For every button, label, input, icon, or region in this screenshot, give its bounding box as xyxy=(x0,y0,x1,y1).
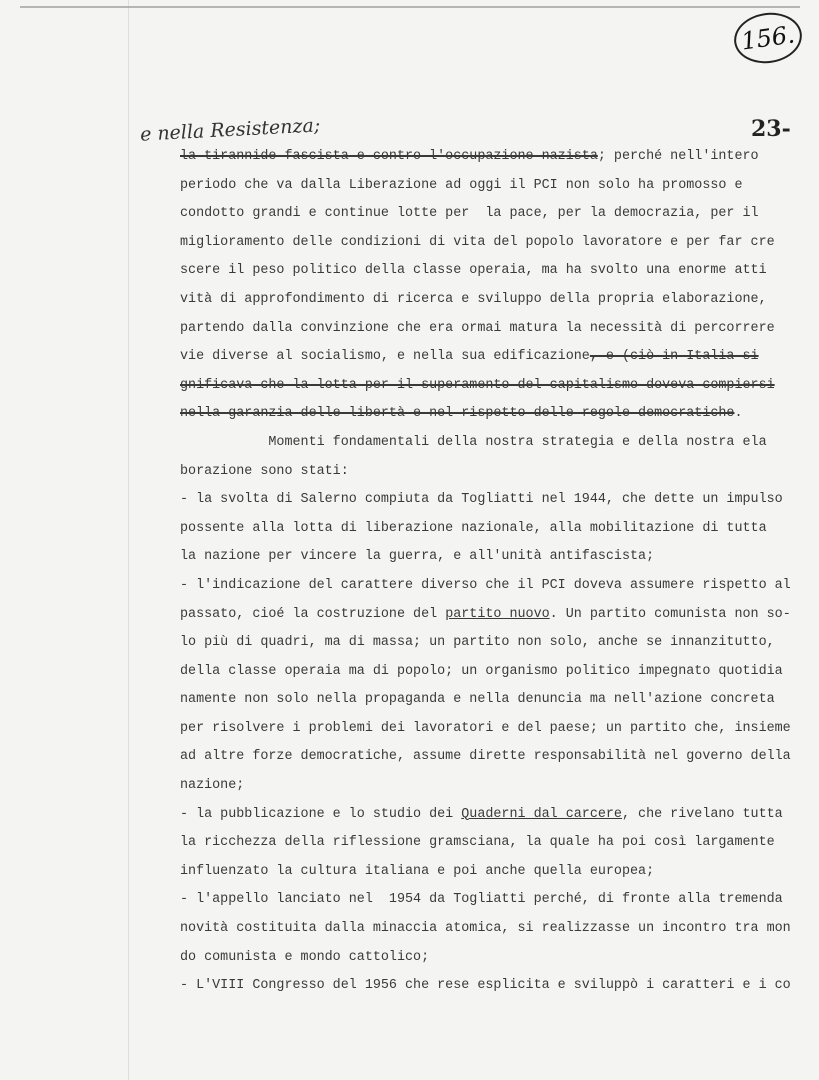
text-line xyxy=(180,915,795,944)
text-line xyxy=(180,686,795,715)
text-line xyxy=(180,515,795,544)
text-segment: partendo dalla convinzione che era ormai matura la necessità di percorrere xyxy=(180,320,775,336)
text-line xyxy=(180,829,795,858)
text-line xyxy=(180,372,795,401)
text-line xyxy=(180,486,795,515)
text-line xyxy=(180,601,795,630)
text-segment: possente alla lotta di liberazione nazionale, alla mobilitazione di tutta xyxy=(180,520,767,536)
text-segment: - L'VIII Congresso del 1956 che rese esplicita e sviluppò i caratteri e i co xyxy=(180,978,791,994)
text-segment: lo più di quadri, ma di massa; un partito non solo, anche se innanzitutto, xyxy=(180,635,775,651)
text-segment: namente non solo nella propaganda e nella denuncia ma nell'azione concreta xyxy=(180,692,775,708)
struck-text: la tirannide fascista e contro l'occupazione nazista xyxy=(180,149,598,164)
typed-body-text xyxy=(180,143,795,1001)
text-line xyxy=(180,743,795,772)
text-line xyxy=(180,715,795,744)
text-segment: miglioramento delle condizioni di vita del popolo lavoratore e per far cre xyxy=(180,234,775,250)
text-line xyxy=(180,229,795,258)
text-segment: vità di approfondimento di ricerca e sviluppo della propria elaborazione, xyxy=(180,291,767,307)
text-segment: vie diverse al socialismo, e nella sua edificazione xyxy=(180,349,590,365)
top-edge-line xyxy=(20,6,800,8)
text-segment: la nazione per vincere la guerra, e all'unità antifascista; xyxy=(180,549,655,565)
paper-fold xyxy=(128,0,129,1080)
underlined-text: partito nuovo xyxy=(445,606,550,622)
text-segment: borazione sono stati: xyxy=(180,463,349,479)
struck-text: gnificava che la lotta per il superamento del capitalismo doveva compiersi xyxy=(180,377,775,393)
text-line xyxy=(180,886,795,915)
underlined-text: Quaderni dal carcere xyxy=(461,806,622,822)
text-segment: scere il peso politico della classe operaia, ma ha svolto una enorme atti xyxy=(180,263,767,279)
text-line xyxy=(180,944,795,973)
text-line xyxy=(180,972,795,1001)
text-segment: - la svolta di Salerno compiuta da Togliatti nel 1944, che dette un impulso xyxy=(180,492,783,508)
text-line xyxy=(180,286,795,315)
page-number: 23- xyxy=(751,116,791,142)
text-segment: do comunista e mondo cattolico; xyxy=(180,949,430,965)
text-segment: Momenti fondamentali della nostra strategia e della nostra ela xyxy=(180,434,767,450)
text-line xyxy=(180,658,795,687)
text-segment: - l'indicazione del carattere diverso che il PCI doveva assumere rispetto al xyxy=(180,577,791,593)
text-line xyxy=(180,572,795,601)
text-segment: per risolvere i problemi dei lavoratori e del paese; un partito che, insieme xyxy=(180,720,791,736)
text-segment: novità costituita dalla minaccia atomica, si realizzasse un incontro tra mon xyxy=(180,921,791,937)
text-line xyxy=(180,343,795,372)
text-segment: nazione; xyxy=(180,778,245,794)
text-line xyxy=(180,200,795,229)
text-line xyxy=(180,458,795,487)
text-line xyxy=(180,801,795,830)
text-segment: influenzato la cultura italiana e poi anche quella europea; xyxy=(180,863,655,879)
text-segment: . Un partito comunista non so- xyxy=(549,606,791,622)
text-line xyxy=(180,858,795,887)
text-line xyxy=(180,400,795,429)
text-line xyxy=(180,429,795,458)
page-stamp: 156. xyxy=(731,9,805,68)
text-segment: la ricchezza della riflessione gramsciana, la quale ha poi così largamente xyxy=(180,835,775,851)
text-line xyxy=(180,257,795,286)
struck-text: nella garanzia delle libertà e nel rispetto delle regole democratiche xyxy=(180,406,735,422)
text-segment: ad altre forze democratiche, assume dirette responsabilità nel governo della xyxy=(180,749,791,765)
text-line xyxy=(180,315,795,344)
text-segment: , che rivelano tutta xyxy=(621,806,783,822)
text-segment: della classe operaia ma di popolo; un organismo politico impegnato quotidia xyxy=(180,663,783,679)
struck-text: , e (ciò in Italia si xyxy=(589,349,759,365)
text-line xyxy=(180,172,795,201)
text-segment: passato, cioé la costruzione del xyxy=(180,606,446,622)
text-segment: periodo che va dalla Liberazione ad oggi il PCI non solo ha promosso e xyxy=(180,177,743,193)
text-segment: . xyxy=(734,406,743,422)
text-segment: - l'appello lanciato nel 1954 da Togliatti perché, di fronte alla tremenda xyxy=(180,892,783,908)
text-segment: condotto grandi e continue lotte per la pace, per la democrazia, per il xyxy=(180,206,759,222)
text-line xyxy=(180,629,795,658)
text-line xyxy=(180,143,795,172)
handwritten-note: e nella Resistenza; xyxy=(139,114,321,146)
text-segment: - la pubblicazione e lo studio dei xyxy=(180,806,462,822)
text-line xyxy=(180,543,795,572)
text-segment: ; perché nell'intero xyxy=(597,149,759,164)
text-line xyxy=(180,772,795,801)
